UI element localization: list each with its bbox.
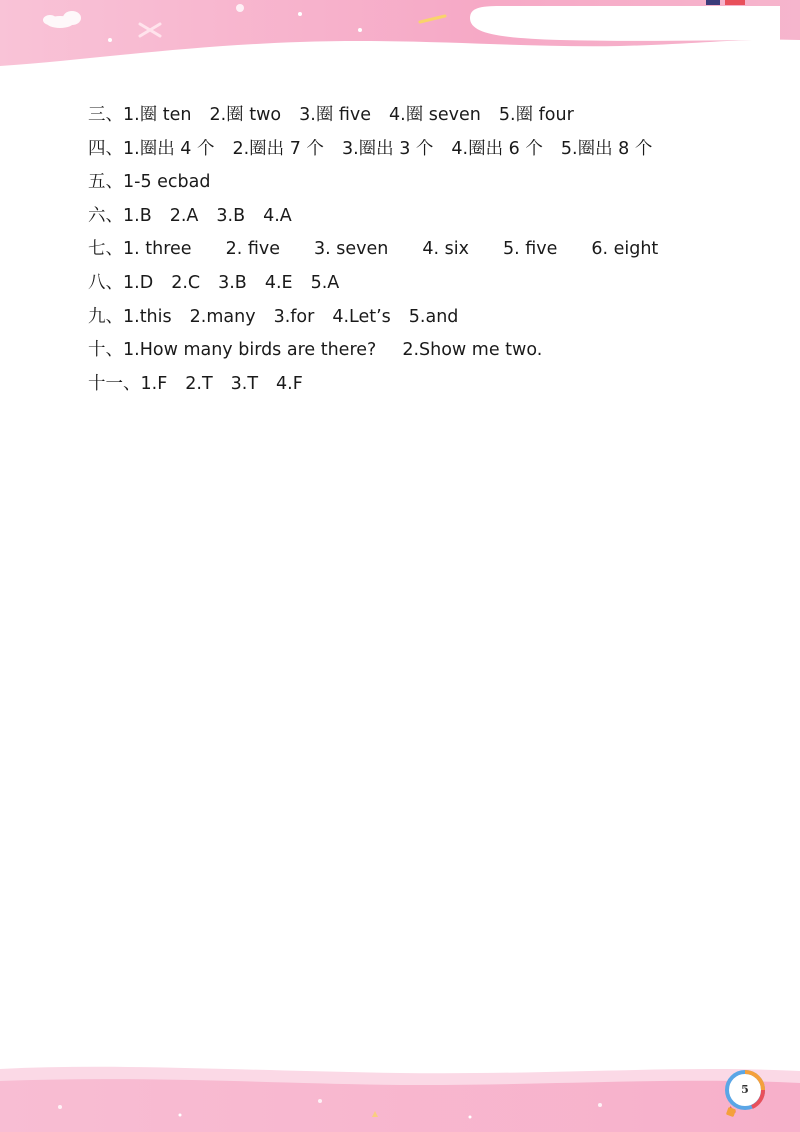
answer-item: 5. five [502, 239, 558, 260]
answer-key [88, 100, 768, 402]
section-label: 十一、 [88, 373, 141, 394]
answer-item: 2.many [189, 306, 256, 327]
answer-item: 2.Show me two. [402, 340, 543, 361]
answer-item: 3. seven [313, 239, 389, 260]
answer-row-3 [88, 100, 768, 134]
answer-item: 5.圈出 8 个 [560, 138, 653, 159]
answer-item: 1.How many birds are there? [123, 340, 377, 361]
answer-item: 2.圈出 7 个 [232, 138, 324, 159]
answer-row-11 [88, 369, 768, 403]
answer-item: 1.F [140, 373, 168, 394]
section-label: 九、 [88, 306, 123, 327]
answer-item: 1.this [123, 306, 172, 327]
answer-item: 4.A [263, 205, 292, 226]
answer-item: 1.圈 ten [123, 105, 192, 125]
answer-item: 5.圈 four [498, 105, 574, 125]
answer-item: 3.圈出 3 个 [341, 138, 434, 159]
section-label: 六、 [88, 205, 123, 226]
answer-item: 3.B [216, 205, 246, 226]
answer-item: 4.圈出 6 个 [451, 138, 543, 159]
answer-item: 2.C [171, 272, 201, 293]
answer-item: 3.for [273, 306, 315, 327]
answer-row-9 [88, 302, 768, 336]
answer-item: 1.D [123, 272, 154, 293]
answer-row-5 [88, 167, 768, 201]
answer-row-7 [88, 234, 768, 268]
answer-item: 4.F [276, 373, 303, 394]
answer-item: 1-5 ecbad [123, 172, 211, 193]
answer-item: 2. five [225, 239, 280, 260]
answer-item: 4.E [264, 272, 293, 293]
answer-item: 3.T [230, 373, 259, 394]
answer-item: 5.and [408, 306, 459, 327]
section-label: 十、 [88, 340, 123, 361]
answer-item: 1. three [123, 239, 192, 260]
answer-item: 1.B [123, 205, 152, 226]
answer-item: 2.圈 two [209, 105, 282, 125]
header-decoration [0, 0, 800, 75]
answer-item: 3.B [218, 272, 247, 293]
footer-decoration [0, 1057, 800, 1132]
section-label: 五、 [88, 172, 123, 193]
answer-item: 2.T [185, 373, 213, 394]
page-number: 5 [741, 1083, 749, 1096]
answer-row-10 [88, 335, 768, 369]
section-label: 三、 [88, 105, 123, 125]
answer-item: 2.A [169, 205, 199, 226]
answer-item: 6. eight [591, 239, 659, 260]
answer-row-4 [88, 134, 768, 168]
answer-row-8 [88, 268, 768, 302]
answer-item: 3.圈 five [299, 105, 372, 125]
section-label: 八、 [88, 272, 123, 293]
answer-item: 5.A [310, 272, 340, 293]
section-label: 四、 [88, 138, 123, 159]
answer-item: 1.圈出 4 个 [123, 138, 215, 159]
section-label: 七、 [88, 239, 123, 260]
answer-item: 4. six [422, 239, 469, 260]
answer-item: 4.Let’s [332, 306, 391, 327]
answer-item: 4.圈 seven [389, 105, 481, 125]
answer-row-6 [88, 201, 768, 235]
